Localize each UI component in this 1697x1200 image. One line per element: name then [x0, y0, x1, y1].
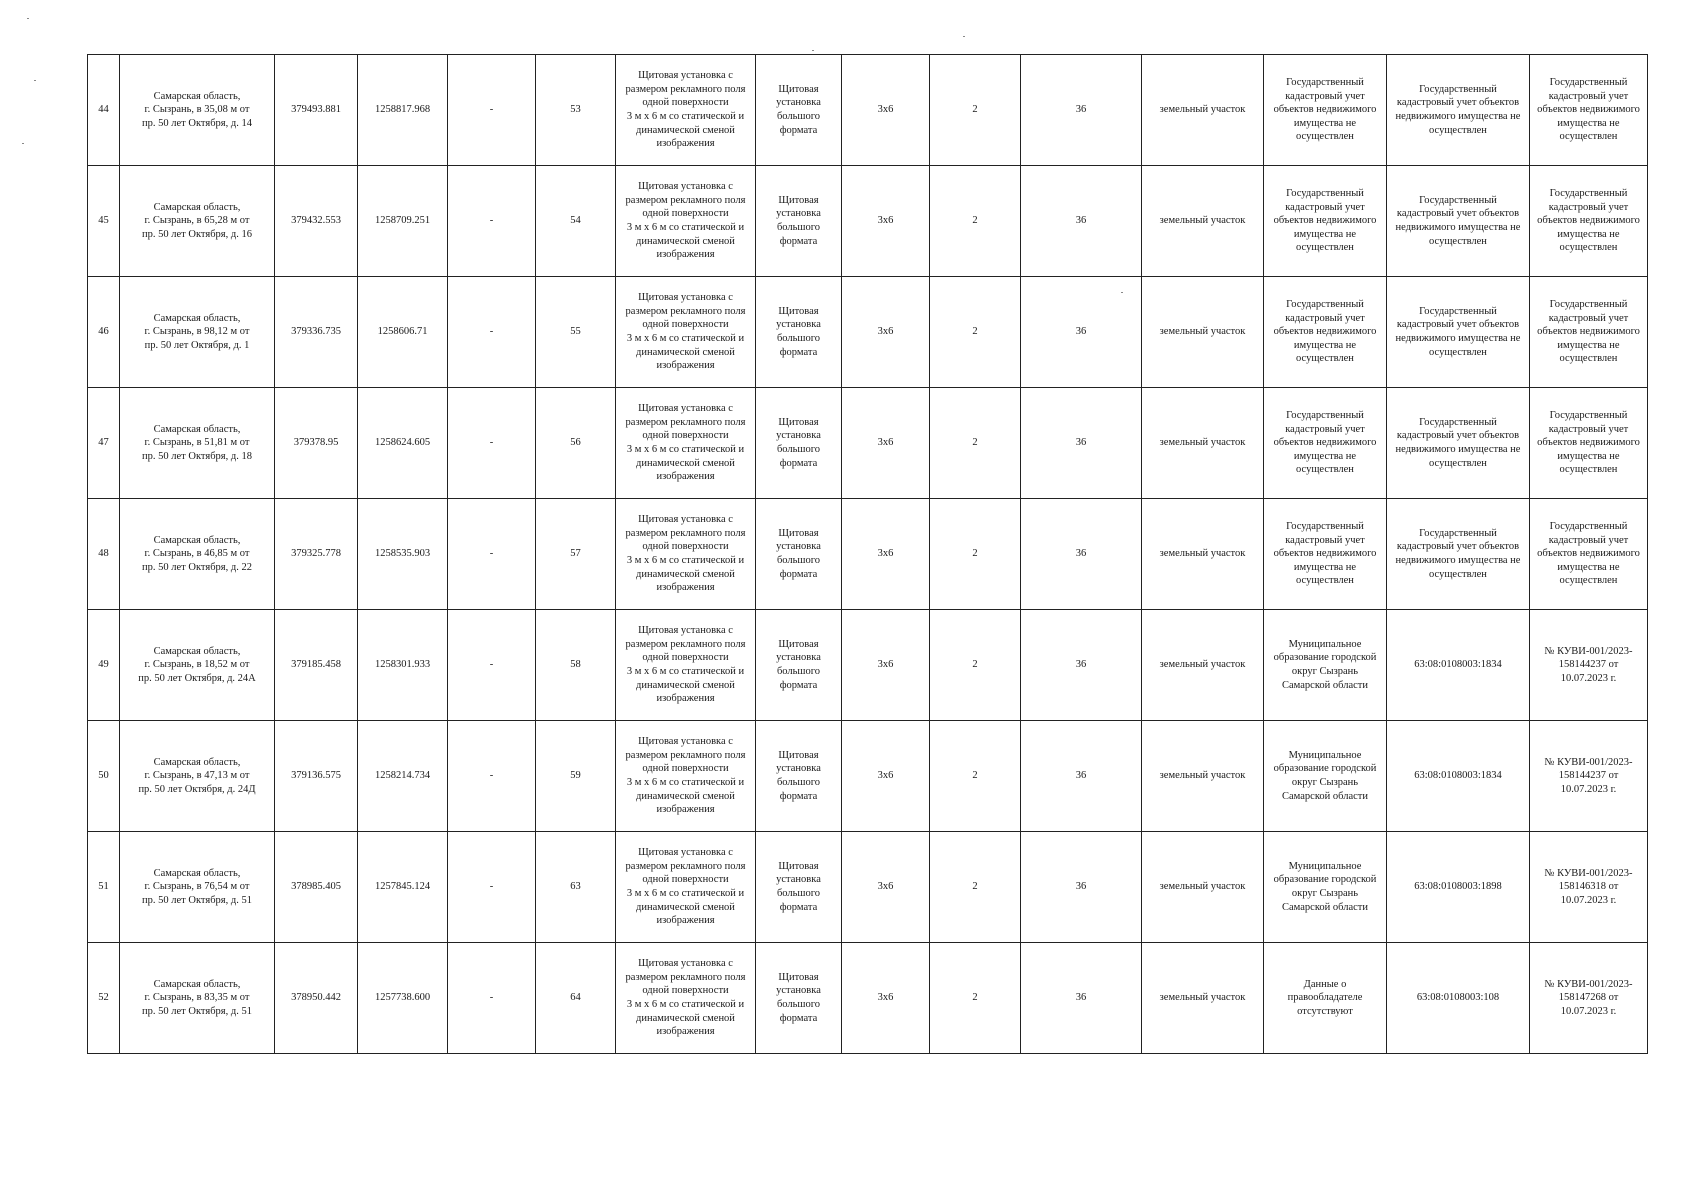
structure-type-cell: Щитовая установка большого формата — [756, 55, 842, 166]
structure-description-cell: Щитовая установка с размером рекламного поля одной поверхности 3 м х 6 м со статической и динамической сменой изображения — [616, 832, 756, 943]
structure-type-cell: Щитовая установка большого формата — [756, 943, 842, 1054]
field-size-cell: 3x6 — [842, 277, 930, 388]
coordinate-x-cell: 379336.735 — [275, 277, 358, 388]
area-cell: 36 — [1021, 832, 1142, 943]
row-number: 44 — [88, 55, 120, 166]
table-row — [88, 166, 1648, 277]
coordinate-y-cell: 1258817.968 — [358, 55, 448, 166]
cadastral-number-cell: 63:08:0108003:1898 — [1387, 832, 1530, 943]
row-number: 50 — [88, 721, 120, 832]
cadastral-number-cell: 63:08:0108003:1834 — [1387, 610, 1530, 721]
sides-count-cell: 2 — [930, 55, 1021, 166]
empty-dash-cell: - — [448, 943, 536, 1054]
cadastral-number-cell: Государственный кадастровый учет объектов недвижимого имущества не осуществлен — [1387, 166, 1530, 277]
table-row — [88, 721, 1648, 832]
structure-type-cell: Щитовая установка большого формата — [756, 721, 842, 832]
empty-dash-cell: - — [448, 166, 536, 277]
structure-description-cell: Щитовая установка с размером рекламного поля одной поверхности 3 м х 6 м со статической и динамической сменой изображения — [616, 166, 756, 277]
scheme-number-cell: 57 — [536, 499, 616, 610]
cadastral-number-cell: 63:08:0108003:1834 — [1387, 721, 1530, 832]
coordinate-x-cell: 379378.95 — [275, 388, 358, 499]
registry-record-cell: № КУВИ-001/2023- 158147268 от 10.07.2023 г. — [1530, 943, 1648, 1054]
area-cell: 36 — [1021, 55, 1142, 166]
registry-record-cell: Государственный кадастровый учет объектов недвижимого имущества не осуществлен — [1530, 388, 1648, 499]
coordinate-x-cell: 379136.575 — [275, 721, 358, 832]
owner-cell: Муниципальное образование городской округ Сызрань Самарской области — [1264, 721, 1387, 832]
empty-dash-cell: - — [448, 499, 536, 610]
scheme-number-cell: 55 — [536, 277, 616, 388]
empty-dash-cell: - — [448, 721, 536, 832]
scheme-number-cell: 53 — [536, 55, 616, 166]
structure-type-cell: Щитовая установка большого формата — [756, 277, 842, 388]
land-type-cell: земельный участок — [1142, 277, 1264, 388]
registry-record-cell: Государственный кадастровый учет объектов недвижимого имущества не осуществлен — [1530, 166, 1648, 277]
coordinate-y-cell: 1257738.600 — [358, 943, 448, 1054]
owner-cell: Муниципальное образование городской округ Сызрань Самарской области — [1264, 832, 1387, 943]
scan-speck — [34, 80, 36, 81]
coordinate-y-cell: 1257845.124 — [358, 832, 448, 943]
structure-type-cell: Щитовая установка большого формата — [756, 610, 842, 721]
empty-dash-cell: - — [448, 55, 536, 166]
sides-count-cell: 2 — [930, 721, 1021, 832]
empty-dash-cell: - — [448, 388, 536, 499]
sides-count-cell: 2 — [930, 388, 1021, 499]
structure-type-cell: Щитовая установка большого формата — [756, 499, 842, 610]
row-number: 46 — [88, 277, 120, 388]
structure-description-cell: Щитовая установка с размером рекламного поля одной поверхности 3 м х 6 м со статической и динамической сменой изображения — [616, 610, 756, 721]
owner-cell: Государственный кадастровый учет объектов недвижимого имущества не осуществлен — [1264, 277, 1387, 388]
field-size-cell: 3x6 — [842, 943, 930, 1054]
owner-cell: Данные о правообладателе отсутствуют — [1264, 943, 1387, 1054]
coordinate-x-cell: 378950.442 — [275, 943, 358, 1054]
land-type-cell: земельный участок — [1142, 943, 1264, 1054]
address-cell: Самарская область, г. Сызрань, в 65,28 м от пр. 50 лет Октября, д. 16 — [120, 166, 275, 277]
table-body — [88, 55, 1648, 1054]
area-cell: 36 — [1021, 721, 1142, 832]
scan-speck — [22, 143, 24, 144]
cadastral-number-cell: Государственный кадастровый учет объектов недвижимого имущества не осуществлен — [1387, 55, 1530, 166]
field-size-cell: 3x6 — [842, 610, 930, 721]
field-size-cell: 3x6 — [842, 499, 930, 610]
address-cell: Самарская область, г. Сызрань, в 83,35 м от пр. 50 лет Октября, д. 51 — [120, 943, 275, 1054]
coordinate-x-cell: 379185.458 — [275, 610, 358, 721]
scheme-number-cell: 58 — [536, 610, 616, 721]
coordinate-y-cell: 1258709.251 — [358, 166, 448, 277]
coordinate-y-cell: 1258535.903 — [358, 499, 448, 610]
row-number: 52 — [88, 943, 120, 1054]
registry-record-cell: Государственный кадастровый учет объектов недвижимого имущества не осуществлен — [1530, 277, 1648, 388]
sides-count-cell: 2 — [930, 610, 1021, 721]
structure-description-cell: Щитовая установка с размером рекламного поля одной поверхности 3 м х 6 м со статической и динамической сменой изображения — [616, 943, 756, 1054]
scheme-number-cell: 54 — [536, 166, 616, 277]
area-cell: 36 — [1021, 610, 1142, 721]
field-size-cell: 3x6 — [842, 166, 930, 277]
cadastral-number-cell: 63:08:0108003:108 — [1387, 943, 1530, 1054]
scheme-number-cell: 63 — [536, 832, 616, 943]
address-cell: Самарская область, г. Сызрань, в 98,12 м от пр. 50 лет Октября, д. 1 — [120, 277, 275, 388]
row-number: 49 — [88, 610, 120, 721]
table-row — [88, 499, 1648, 610]
area-cell: 36 — [1021, 943, 1142, 1054]
owner-cell: Государственный кадастровый учет объектов недвижимого имущества не осуществлен — [1264, 388, 1387, 499]
registry-record-cell: Государственный кадастровый учет объектов недвижимого имущества не осуществлен — [1530, 55, 1648, 166]
empty-dash-cell: - — [448, 277, 536, 388]
table-row — [88, 943, 1648, 1054]
coordinate-y-cell: 1258214.734 — [358, 721, 448, 832]
scan-speck — [812, 50, 814, 51]
advertising-structures-table — [87, 54, 1648, 1054]
row-number: 47 — [88, 388, 120, 499]
scan-speck — [963, 36, 965, 37]
land-type-cell: земельный участок — [1142, 499, 1264, 610]
scan-speck — [27, 18, 29, 19]
empty-dash-cell: - — [448, 832, 536, 943]
coordinate-x-cell: 379493.881 — [275, 55, 358, 166]
field-size-cell: 3x6 — [842, 832, 930, 943]
structure-type-cell: Щитовая установка большого формата — [756, 832, 842, 943]
coordinate-x-cell: 379432.553 — [275, 166, 358, 277]
address-cell: Самарская область, г. Сызрань, в 47,13 м от пр. 50 лет Октября, д. 24Д — [120, 721, 275, 832]
land-type-cell: земельный участок — [1142, 166, 1264, 277]
structure-type-cell: Щитовая установка большого формата — [756, 166, 842, 277]
land-type-cell: земельный участок — [1142, 610, 1264, 721]
registry-record-cell: № КУВИ-001/2023- 158146318 от 10.07.2023 г. — [1530, 832, 1648, 943]
table-row — [88, 610, 1648, 721]
owner-cell: Муниципальное образование городской округ Сызрань Самарской области — [1264, 610, 1387, 721]
coordinate-y-cell: 1258301.933 — [358, 610, 448, 721]
registry-record-cell: № КУВИ-001/2023- 158144237 от 10.07.2023 г. — [1530, 721, 1648, 832]
owner-cell: Государственный кадастровый учет объектов недвижимого имущества не осуществлен — [1264, 499, 1387, 610]
structure-description-cell: Щитовая установка с размером рекламного поля одной поверхности 3 м х 6 м со статической и динамической сменой изображения — [616, 721, 756, 832]
sides-count-cell: 2 — [930, 832, 1021, 943]
area-cell: 36 — [1021, 388, 1142, 499]
field-size-cell: 3x6 — [842, 55, 930, 166]
empty-dash-cell: - — [448, 610, 536, 721]
cadastral-number-cell: Государственный кадастровый учет объектов недвижимого имущества не осуществлен — [1387, 388, 1530, 499]
coordinate-x-cell: 379325.778 — [275, 499, 358, 610]
scheme-number-cell: 59 — [536, 721, 616, 832]
structure-type-cell: Щитовая установка большого формата — [756, 388, 842, 499]
table-row — [88, 832, 1648, 943]
area-cell: 36 — [1021, 277, 1142, 388]
field-size-cell: 3x6 — [842, 388, 930, 499]
field-size-cell: 3x6 — [842, 721, 930, 832]
structure-description-cell: Щитовая установка с размером рекламного поля одной поверхности 3 м х 6 м со статической и динамической сменой изображения — [616, 277, 756, 388]
land-type-cell: земельный участок — [1142, 388, 1264, 499]
address-cell: Самарская область, г. Сызрань, в 35,08 м от пр. 50 лет Октября, д. 14 — [120, 55, 275, 166]
coordinate-y-cell: 1258624.605 — [358, 388, 448, 499]
address-cell: Самарская область, г. Сызрань, в 76,54 м от пр. 50 лет Октября, д. 51 — [120, 832, 275, 943]
structure-description-cell: Щитовая установка с размером рекламного поля одной поверхности 3 м х 6 м со статической и динамической сменой изображения — [616, 55, 756, 166]
land-type-cell: земельный участок — [1142, 721, 1264, 832]
land-type-cell: земельный участок — [1142, 55, 1264, 166]
scheme-number-cell: 64 — [536, 943, 616, 1054]
registry-record-cell: № КУВИ-001/2023- 158144237 от 10.07.2023 г. — [1530, 610, 1648, 721]
registry-record-cell: Государственный кадастровый учет объектов недвижимого имущества не осуществлен — [1530, 499, 1648, 610]
area-cell: 36 — [1021, 499, 1142, 610]
address-cell: Самарская область, г. Сызрань, в 46,85 м от пр. 50 лет Октября, д. 22 — [120, 499, 275, 610]
sides-count-cell: 2 — [930, 499, 1021, 610]
owner-cell: Государственный кадастровый учет объектов недвижимого имущества не осуществлен — [1264, 55, 1387, 166]
area-cell: 36 — [1021, 166, 1142, 277]
cadastral-number-cell: Государственный кадастровый учет объектов недвижимого имущества не осуществлен — [1387, 499, 1530, 610]
table-row — [88, 388, 1648, 499]
row-number: 45 — [88, 166, 120, 277]
table-row — [88, 277, 1648, 388]
address-cell: Самарская область, г. Сызрань, в 51,81 м от пр. 50 лет Октября, д. 18 — [120, 388, 275, 499]
structure-description-cell: Щитовая установка с размером рекламного поля одной поверхности 3 м х 6 м со статической и динамической сменой изображения — [616, 499, 756, 610]
address-cell: Самарская область, г. Сызрань, в 18,52 м от пр. 50 лет Октября, д. 24А — [120, 610, 275, 721]
sides-count-cell: 2 — [930, 277, 1021, 388]
coordinate-y-cell: 1258606.71 — [358, 277, 448, 388]
owner-cell: Государственный кадастровый учет объектов недвижимого имущества не осуществлен — [1264, 166, 1387, 277]
sides-count-cell: 2 — [930, 943, 1021, 1054]
sides-count-cell: 2 — [930, 166, 1021, 277]
land-type-cell: земельный участок — [1142, 832, 1264, 943]
table-row — [88, 55, 1648, 166]
scheme-number-cell: 56 — [536, 388, 616, 499]
structure-description-cell: Щитовая установка с размером рекламного поля одной поверхности 3 м х 6 м со статической и динамической сменой изображения — [616, 388, 756, 499]
row-number: 51 — [88, 832, 120, 943]
coordinate-x-cell: 378985.405 — [275, 832, 358, 943]
row-number: 48 — [88, 499, 120, 610]
cadastral-number-cell: Государственный кадастровый учет объектов недвижимого имущества не осуществлен — [1387, 277, 1530, 388]
